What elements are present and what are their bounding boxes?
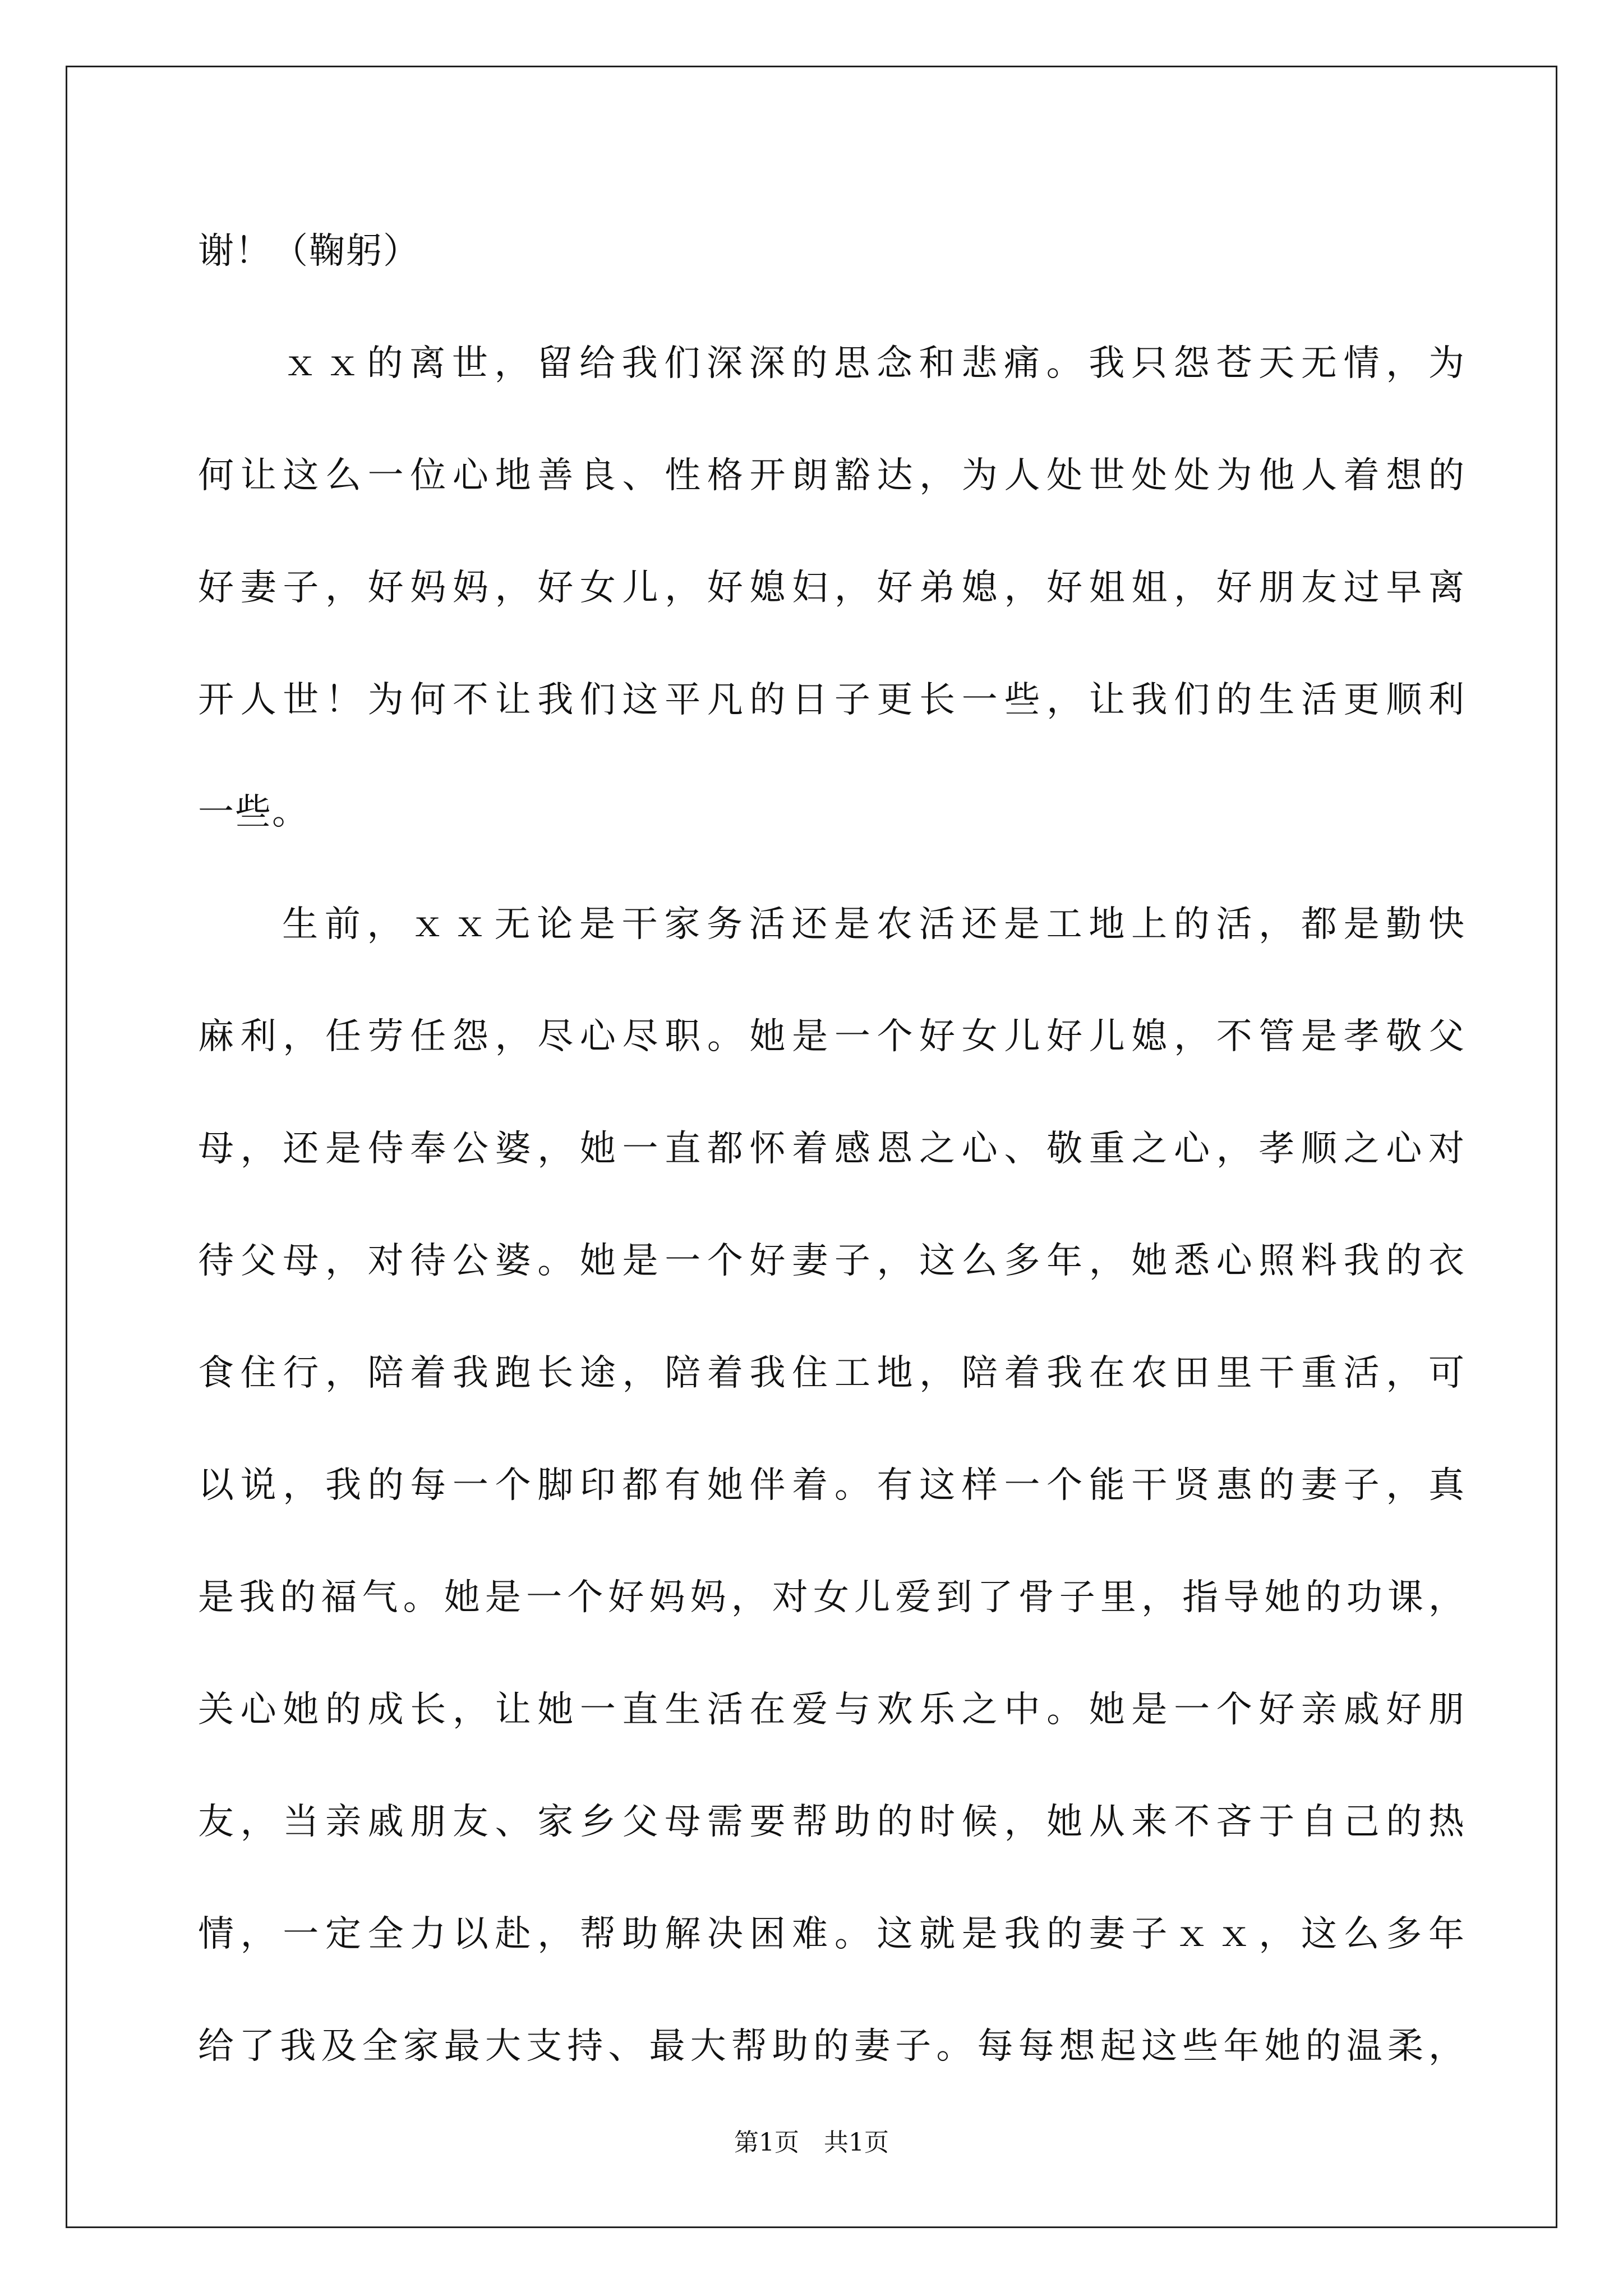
text-line: 关心她的成长，让她一直生活在爱与欢乐之中。她是一个好亲戚好朋	[198, 1689, 1465, 1731]
text-line: 好妻子，好妈妈，好女儿，好媳妇，好弟媳，好姐姐，好朋友过早离	[198, 567, 1465, 609]
text-line: 麻利，任劳任怨，尽心尽职。她是一个好女儿好儿媳，不管是孝敬父	[198, 1016, 1465, 1057]
text-line: 给了我及全家最大支持、最大帮助的妻子。每每想起这些年她的温柔，	[198, 2026, 1465, 2067]
text-line: 食住行，陪着我跑长途，陪着我住工地，陪着我在农田里干重活，可	[198, 1352, 1465, 1394]
text-line: 开人世！为何不让我们这平凡的日子更长一些，让我们的生活更顺利	[198, 679, 1465, 721]
text-line: 一些。	[198, 792, 309, 833]
text-line: 以说，我的每一个脚印都有她伴着。有这样一个能干贤惠的妻子，真	[198, 1465, 1465, 1506]
page-number: 第1页 共1页	[734, 2128, 889, 2157]
paragraph-first-line: ｘｘ的离世，留给我们深深的思念和悲痛。我只怨苍天无情，为	[282, 343, 1465, 384]
text-line: 待父母，对待公婆。她是一个好妻子，这么多年，她悉心照料我的衣	[198, 1240, 1465, 1282]
paragraph-first-line: 生前，ｘｘ无论是干家务活还是农活还是工地上的活，都是勤快	[282, 904, 1465, 945]
text-line: 母，还是侍奉公婆，她一直都怀着感恩之心、敬重之心，孝顺之心对	[198, 1128, 1465, 1170]
text-line: 谢！（鞠躬）	[198, 231, 420, 272]
text-line: 何让这么一位心地善良、性格开朗豁达，为人处世处处为他人着想的	[198, 455, 1465, 496]
text-line: 是我的福气。她是一个好妈妈，对女儿爱到了骨子里，指导她的功课，	[198, 1577, 1465, 1618]
text-line: 友，当亲戚朋友、家乡父母需要帮助的时候，她从来不吝于自己的热	[198, 1801, 1465, 1843]
text-line: 情，一定全力以赴，帮助解决困难。这就是我的妻子ｘｘ，这么多年	[198, 1913, 1465, 1955]
